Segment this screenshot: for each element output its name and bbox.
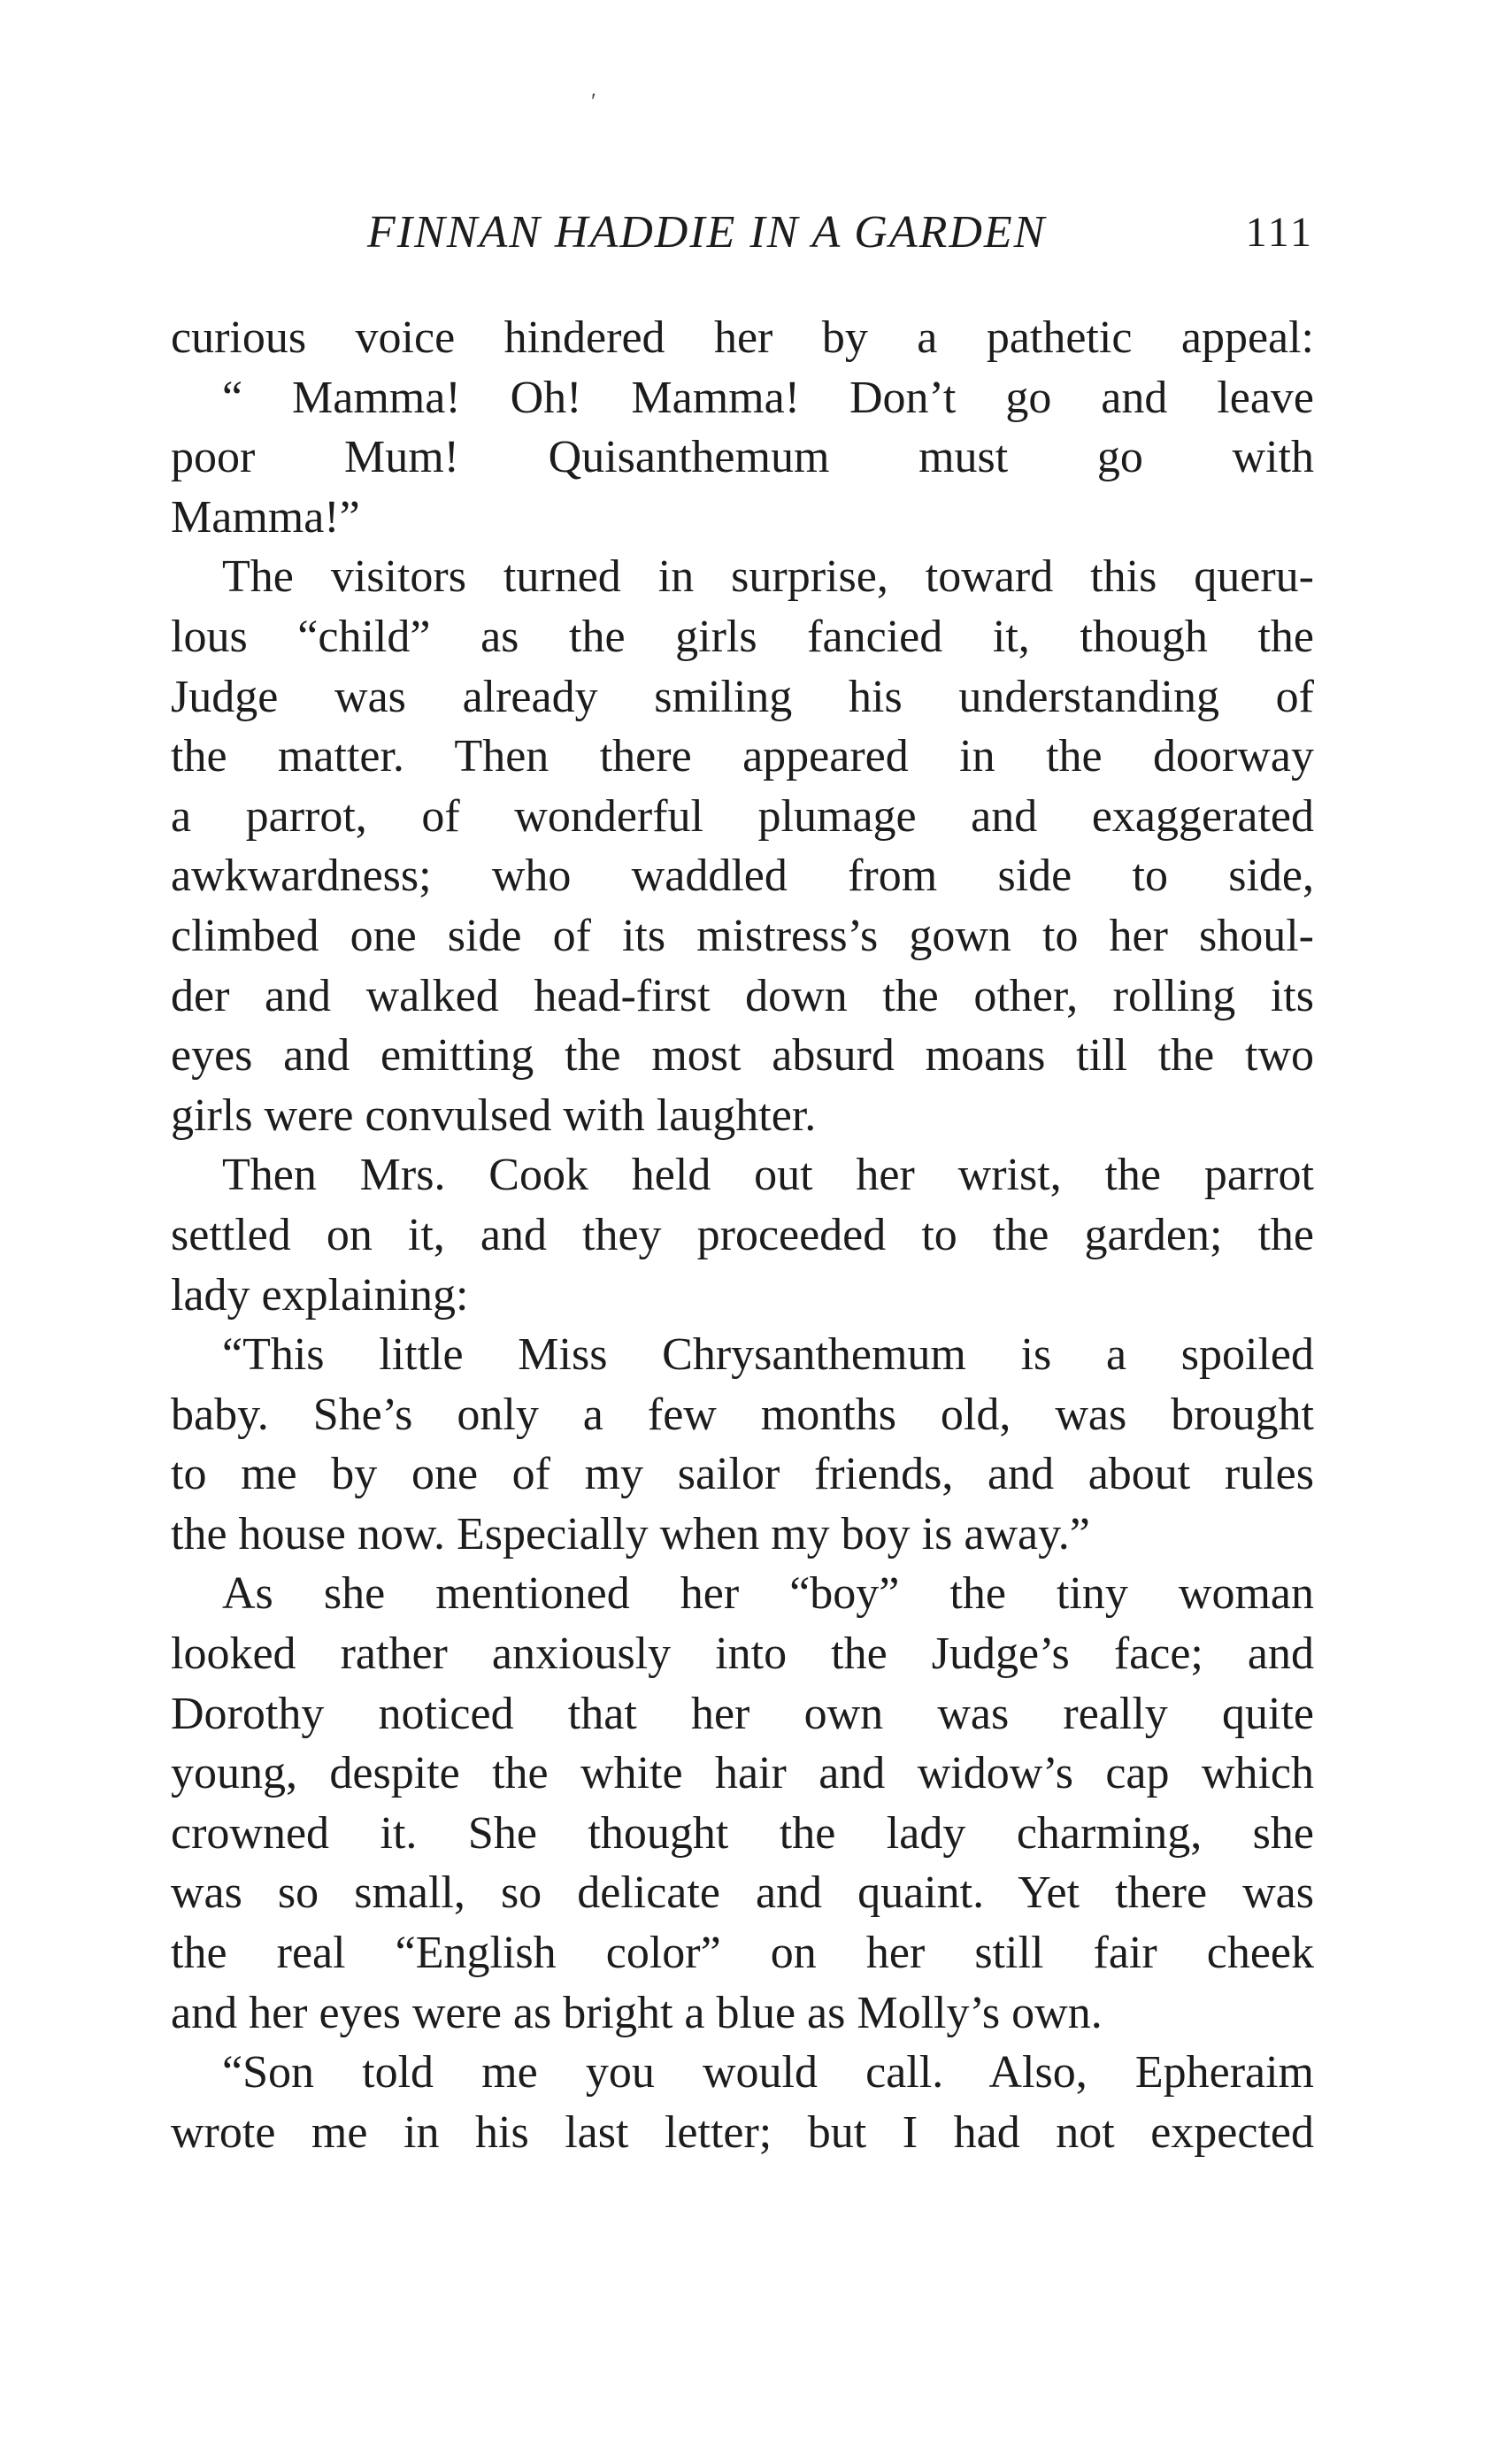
text-line: crowned it. She thought the lady charming, she	[171, 1807, 1314, 1859]
text-line: der and walked head-first down the other, rolling its	[171, 970, 1314, 1021]
text-line: curious voice hindered her by a pathetic appeal:	[171, 312, 1314, 363]
text-line: young, despite the white hair and widow’s cap which	[171, 1748, 1314, 1799]
text-line: poor Mum! Quisanthemum must go with	[171, 432, 1314, 483]
text-line: awkwardness; who waddled from side to side,	[171, 851, 1314, 902]
text-line: settled on it, and they proceeded to the garden; the	[171, 1209, 1314, 1260]
text-line: lous “child” as the girls fancied it, though the	[171, 611, 1314, 662]
text-line: “This little Miss Chrysanthemum is a spoiled	[222, 1329, 1314, 1381]
text-line: The visitors turned in surprise, toward this queru-	[222, 551, 1314, 603]
text-line: the real “English color” on her still fair cheek	[171, 1928, 1314, 1979]
print-speck: ʹ	[591, 89, 596, 114]
text-line: the matter. Then there appeared in the doorway	[171, 731, 1314, 782]
page-number: 111	[1245, 209, 1314, 256]
text-line: “ Mamma! Oh! Mamma! Don’t go and leave	[222, 372, 1314, 423]
text-line: baby. She’s only a few months old, was brought	[171, 1389, 1314, 1440]
text-line: Dorothy noticed that her own was really quite	[171, 1688, 1314, 1739]
text-line: Judge was already smiling his understanding of	[171, 671, 1314, 722]
text-line: Mamma!”	[171, 491, 360, 543]
text-line: climbed one side of its mistress’s gown to her shoul-	[171, 910, 1314, 961]
text-line: wrote me in his last letter; but I had not expected	[171, 2106, 1314, 2158]
text-line: “Son told me you would call. Also, Epheraim	[222, 2047, 1314, 2098]
text-line: the house now. Especially when my boy is away.”	[171, 1508, 1090, 1559]
text-line: to me by one of my sailor friends, and about rules	[171, 1449, 1314, 1500]
text-line: eyes and emitting the most absurd moans till the two	[171, 1030, 1314, 1082]
text-line: As she mentioned her “boy” the tiny woman	[222, 1568, 1314, 1620]
page-header	[173, 202, 1314, 264]
text-line: girls were convulsed with laughter.	[171, 1090, 817, 1141]
text-line: lady explaining:	[171, 1269, 469, 1321]
body-text	[171, 308, 1314, 2162]
text-line: a parrot, of wonderful plumage and exaggerated	[171, 790, 1314, 842]
text-line: was so small, so delicate and quaint. Yet there was	[171, 1867, 1314, 1919]
running-title: FINNAN HADDIE IN A GARDEN	[367, 207, 1047, 258]
text-line: looked rather anxiously into the Judge’s face; and	[171, 1629, 1314, 1680]
text-line: Then Mrs. Cook held out her wrist, the parrot	[222, 1150, 1314, 1201]
text-line: and her eyes were as bright a blue as Molly’s own.	[171, 1987, 1103, 2038]
